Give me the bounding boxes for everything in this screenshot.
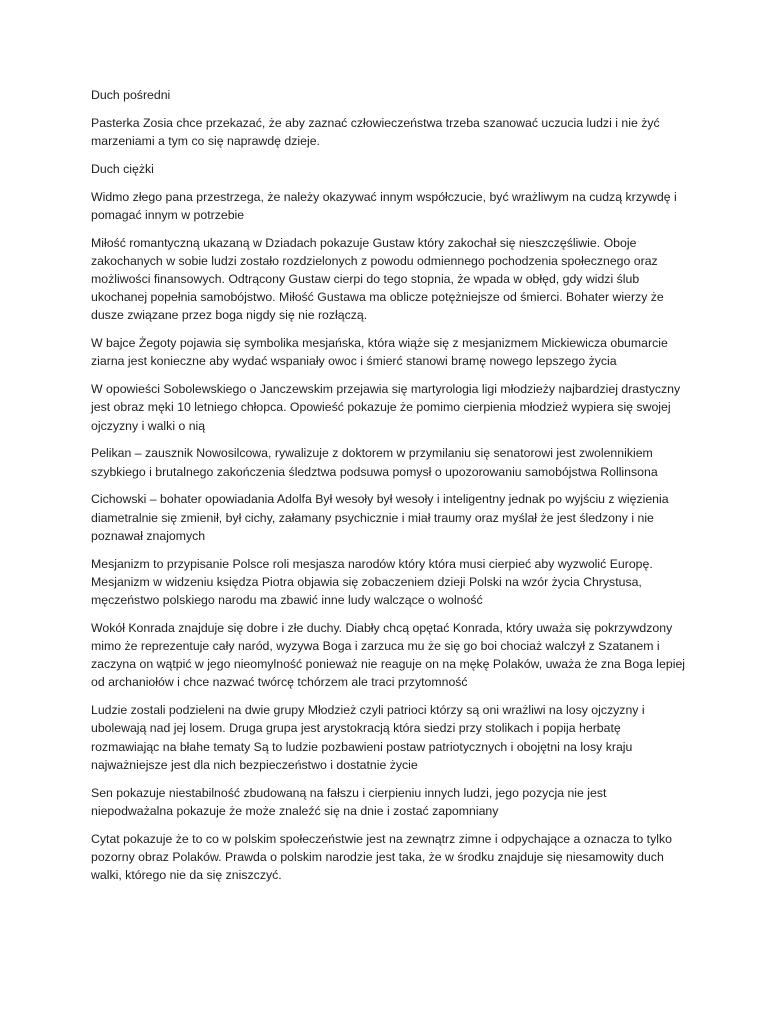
paragraph: Pasterka Zosia chce przekazać, że aby zaznać człowieczeństwa trzeba szanować uczucia ludzi i nie żyć marzeniami a tym co się naprawdę dzieje. bbox=[91, 115, 660, 148]
paragraph: Widmo złego pana przestrzega, że należy okazywać innym współczucie, być wrażliwym na cudzą krzywdę i pomagać innym w potrzebie bbox=[91, 189, 677, 222]
paragraph: Miłość romantyczną ukazaną w Dziadach pokazuje Gustaw który zakochał się nieszczęśliwie. Oboje zakochanych w sobie ludzi zostało rozdzielonych z powodu odmiennego pochodzenia społecznego oraz możliwości finansowych. Odtrącony Gustaw cierpi do tego stopnia, że wpada w obłęd, gdy widzi ślub ukochanej popełnia samobójstwo. Miłość Gustawa ma oblicze potężniejsze od śmierci. Bohater wierzy że dusze związane przez boga nigdy się nie rozłączą. bbox=[91, 235, 664, 323]
section-heading: Duch ciężki bbox=[91, 161, 154, 176]
paragraph: Cytat pokazuje że to co w polskim społeczeństwie jest na zewnątrz zimne i odpychające a oznacza to tylko pozorny obraz Polaków. Prawda o polskim narodzie jest taka, że w środku znajduje się niesamowity duch walki, którego nie da się zniszczyć. bbox=[91, 831, 672, 883]
paragraph: Ludzie zostali podzieleni na dwie grupy Młodzież czyli patrioci którzy są oni wrażliwi na losy ojczyzny i ubolewają nad jej losem. Druga grupa jest arystokracją która siedzi przy stolikach i popija herbatę rozmawiając na błahe tematy Są to ludzie pozbawieni postaw patriotycznych i obojętni na losy kraju najważniejsze jest dla nich bezpieczeństwo i dostatnie życie bbox=[91, 703, 645, 772]
paragraph: W opowieści Sobolewskiego o Janczewskim przejawia się martyrologia ligi młodzieży najbardziej drastyczny jest obraz męki 10 letniego chłopca. Opowieść pokazuje że pomimo cierpienia młodzież wypiera się swojej ojczyzny i walki o nią bbox=[91, 382, 681, 433]
section-heading: Duch pośredni bbox=[91, 88, 171, 102]
paragraph: Wokół Konrada znajduje się dobre i złe duchy. Diabły chcą opętać Konrada, który uważa się pokrzywdzony mimo że reprezentuje cały naród, wyzywa Boga i zarzuca mu że się go boi chociaż walczył z Szatanem i zaczyna on wątpić w jego nieomylność ponieważ nie reaguje on na mękę Polaków, uważa że zna Boga lepiej od archaniołów i chce nazwać twórcę tchórzem ale traci przytomność bbox=[91, 620, 686, 690]
paragraph: W bajce Żegoty pojawia się symbolika mesjańska, która wiąże się z mesjanizmem Mickiewicza obumarcie ziarna jest konieczne aby wydać wspaniały owoc i śmierć stanowi bramę nowego lepszego życia bbox=[91, 336, 668, 369]
paragraph: Pelikan – zausznik Nowosilcowa, rywalizuje z doktorem w przymilaniu się senatorowi jest zwolennikiem szybkiego i brutalnego zakończenia śledztwa podsuwa pomysł o upozorowaniu samobójstwa Rollinsona bbox=[91, 446, 658, 479]
paragraph: Cichowski – bohater opowiadania Adolfa Był wesoły był wesoły i inteligentny jednak po wyjściu z więzienia diametralnie się zmienił, był cichy, załamany psychicznie i miał traumy oraz myślał że jest śledzony i nie poznawał znajomych bbox=[91, 492, 669, 543]
paragraph: Mesjanizm to przypisanie Polsce roli mesjasza narodów który która musi cierpieć aby wyzwolić Europę. Mesjanizm w widzeniu księdza Piotra objawia się zobaczeniem dzieji Polski na wzór życia Chrystusa, męczeństwo polskiego narodu ma zbawić inne ludy walczące o wolność bbox=[91, 556, 653, 608]
paragraph: Sen pokazuje niestabilność zbudowaną na fałszu i cierpieniu innych ludzi, jego pozycja nie jest niepodważalna pokazuje że może znaleźć się na dnie i zostać zapomniany bbox=[91, 785, 607, 818]
document-body bbox=[91, 86, 691, 894]
